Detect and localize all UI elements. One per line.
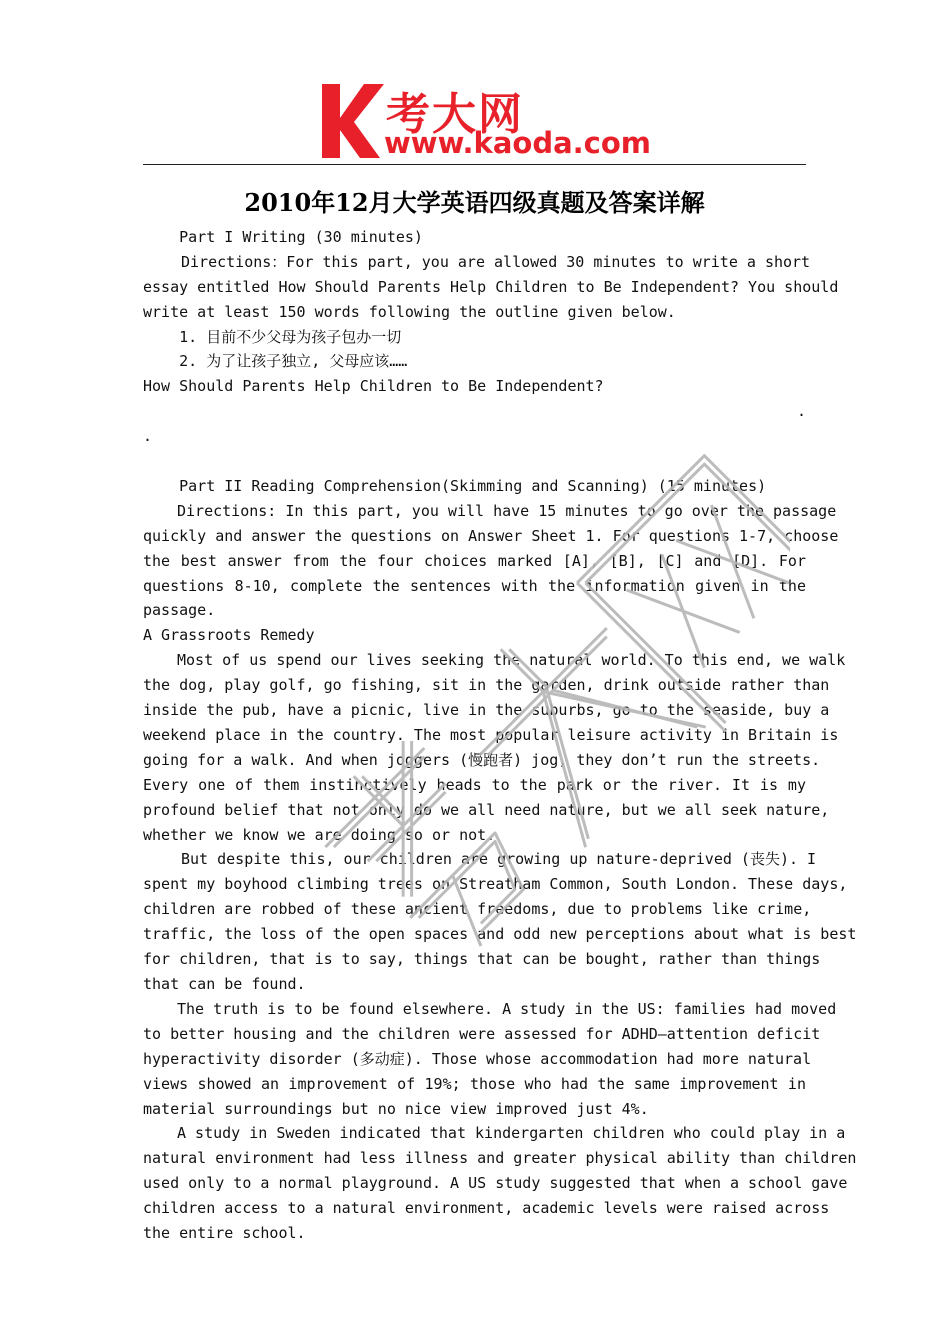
logo-url-text: www.kaoda.com	[384, 126, 651, 160]
paragraph-line: But despite this, our children are growing up nature-deprived (丧失). I	[181, 850, 817, 869]
paragraph-line: for children, that is to say, things that can be bought, rather than things	[143, 950, 821, 969]
paragraph-line: children are robbed of these ancient freedoms, due to problems like crime,	[143, 900, 812, 919]
paragraph-line: The truth is to be found elsewhere. A study in the US: families had moved	[177, 999, 837, 1018]
paragraph-line: that can be found.	[143, 975, 306, 993]
logo-brand-text: 考大网	[386, 89, 524, 140]
part2-heading: Part II Reading Comprehension(Skimming and Scanning) (15 minutes)	[179, 476, 767, 495]
paragraph-line: children access to a natural environment, academic levels were raised across	[143, 1199, 830, 1218]
essay-title: How Should Parents Help Children to Be Independent?	[143, 377, 604, 396]
paragraph-line: hyperactivity disorder (多动症). Those whose accommodation had more natural	[143, 1049, 812, 1068]
part1-heading: Part I Writing (30 minutes)	[179, 228, 423, 246]
passage-title: A Grassroots Remedy	[143, 626, 315, 645]
paragraph-line: the entire school.	[143, 1224, 306, 1243]
outline-item: 2. 为了让孩子独立, 父母应该……	[179, 352, 408, 371]
part2-directions-line: Directions: In this part, you will have 15 minutes to go over the passage	[177, 501, 837, 520]
page-title: 2010年12月大学英语四级真题及答案详解	[244, 188, 705, 217]
paragraph-line: the dog, play golf, go fishing, sit in the garden, drink outside rather than	[143, 676, 830, 695]
part1-directions-line: write at least 150 words following the outline given below.	[143, 302, 676, 321]
blank-line	[143, 449, 806, 474]
paragraph-line: whether we know we are doing so or not.	[143, 825, 496, 844]
part2-directions-line: questions 8-10, complete the sentences with the information given in the	[143, 576, 806, 595]
kaoda-logo[interactable]	[318, 78, 651, 162]
paragraph-line: spent my boyhood climbing trees on Streatham Common, South London. These days,	[143, 875, 848, 894]
part1-directions-line: Directions：For this part, you are allowed 30 minutes to write a short	[181, 252, 811, 271]
paragraph-line: Most of us spend our lives seeking the natural world. To this end, we walk	[177, 651, 846, 670]
paragraph-line: natural environment had less illness and greater physical ability than children	[143, 1149, 857, 1168]
k-logo-icon	[318, 78, 388, 162]
document-body	[143, 225, 857, 1246]
paragraph-line: used only to a normal playground. A US study suggested that when a school gave	[143, 1174, 848, 1193]
dot-mark: .	[796, 402, 806, 421]
outline-item: 1. 目前不少父母为孩子包办一切	[179, 327, 402, 346]
paragraph-line: going for a walk. And when joggers (慢跑者) jog, they don’t run the streets.	[143, 750, 821, 769]
part1-directions-line: essay entitled How Should Parents Help Children to Be Independent? You should	[143, 277, 839, 296]
paragraph-line: profound belief that not only do we all need nature, but we all seek nature,	[143, 800, 830, 819]
part2-directions-line: the best answer from the four choices marked [A], [B], [C] and [D]. For	[143, 551, 806, 570]
header-divider	[143, 164, 806, 165]
paragraph-line: traffic, the loss of the open spaces and odd new perceptions about what is best	[143, 925, 857, 944]
paragraph-line: A study in Sweden indicated that kindergarten children who could play in a	[177, 1124, 846, 1143]
dot-mark: .	[143, 427, 153, 446]
paragraph-line: views showed an improvement of 19%; those who had the same improvement in	[143, 1074, 806, 1093]
part2-directions-line: quickly and answer the questions on Answer Sheet 1. For questions 1-7, choose	[143, 526, 839, 545]
paragraph-line: to better housing and the children were assessed for ADHD—attention deficit	[143, 1024, 821, 1043]
paragraph-line: Every one of them instinctively heads to the park or the river. It is my	[143, 775, 806, 794]
paragraph-line: weekend place in the country. The most popular leisure activity in Britain is	[143, 725, 839, 744]
paragraph-line: inside the pub, have a picnic, live in the suburbs, go to the seaside, buy a	[143, 701, 830, 720]
paragraph-line: material surroundings but no nice view improved just 4%.	[143, 1099, 649, 1118]
part2-directions-line: passage.	[143, 601, 216, 620]
